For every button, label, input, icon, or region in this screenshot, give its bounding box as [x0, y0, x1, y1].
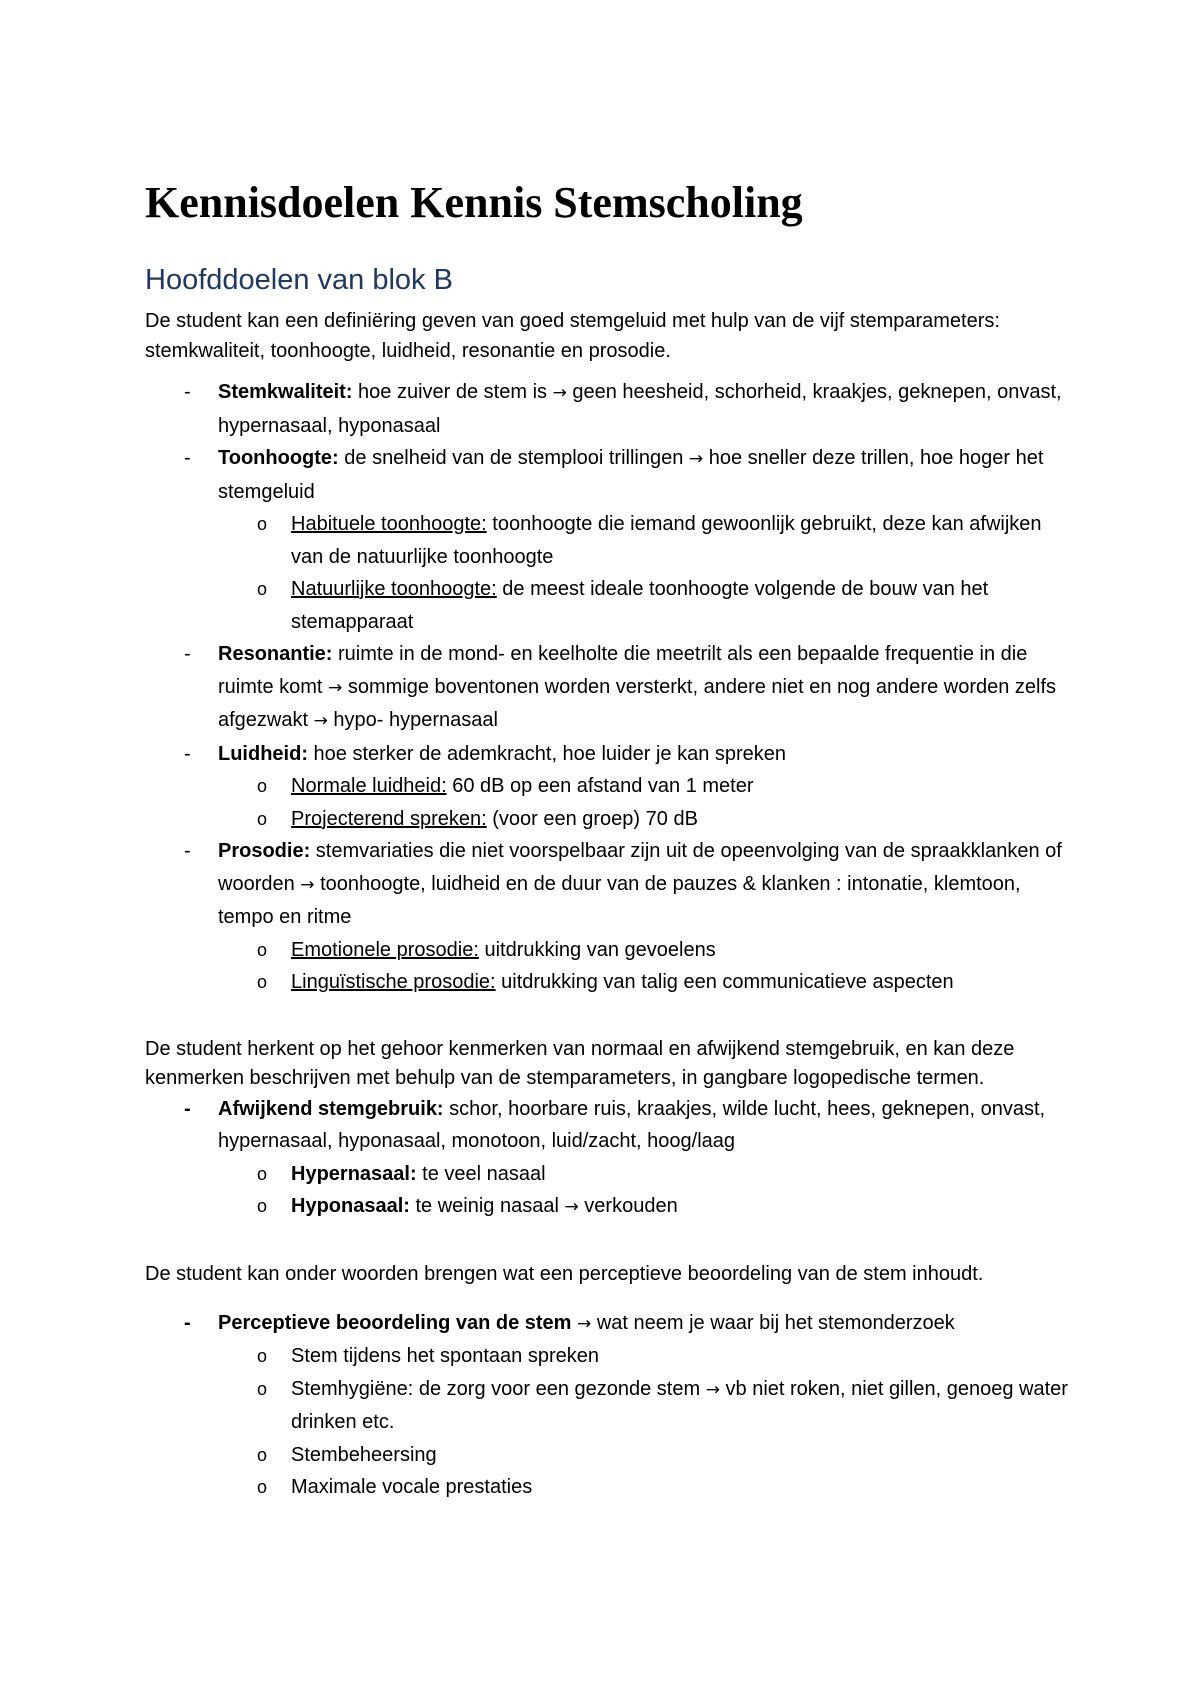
arrow-icon: →	[313, 711, 328, 731]
arrow-icon: →	[300, 874, 315, 895]
circle-bullet: o	[257, 939, 268, 960]
term-label: Hypernasaal:	[291, 1162, 417, 1185]
circle-bullet: o	[257, 514, 268, 534]
section1-intro: De student kan een definiëring geven van goed stemgeluid met hulp van de vijf stemparameters: stemkwaliteit, toonhoogte, luidheid, resonantie en prosodie.	[145, 310, 1000, 362]
sublist-item: o Hypernasaal: te veel nasaal	[145, 1158, 1075, 1191]
circle-bullet: o	[257, 1444, 268, 1465]
document-title: Kennisdoelen Kennis Stemscholing	[145, 178, 803, 227]
term-label: Normale luidheid:	[291, 775, 447, 797]
arrow-icon: →	[705, 1379, 720, 1400]
dash-bullet: -	[184, 381, 191, 403]
sublist-item: o Stem tijdens het spontaan spreken	[145, 1340, 1075, 1373]
document-content	[145, 176, 1075, 1504]
sublist	[218, 770, 1075, 835]
sublist-item: o Hyponasaal: te weinig nasaal → verkouden	[145, 1190, 1075, 1224]
sublist	[218, 934, 1075, 999]
dash-bullet: -	[184, 643, 191, 665]
deviation-list	[145, 1093, 1075, 1224]
sublist-item: o Natuurlijke toonhoogte: de meest ideale toonhoogte volgende de bouw van het stemapparaat	[145, 573, 1075, 638]
arrow-icon: →	[552, 383, 567, 403]
term-label: Resonantie:	[218, 643, 333, 665]
dash-bullet: -	[184, 742, 191, 765]
dash-bullet: -	[184, 840, 191, 862]
sublist-item: o Stemhygiëne: de zorg voor een gezonde stem → vb niet roken, niet gillen, genoeg water drinken etc.	[145, 1373, 1075, 1439]
sublist-item: o Maximale vocale prestaties	[145, 1471, 1075, 1504]
circle-bullet: o	[257, 1346, 268, 1366]
term-label: Natuurlijke toonhoogte:	[291, 578, 497, 600]
list-item-perceptieve: - Perceptieve beoordeling van de stem → wat neem je waar bij het stemonderzoek o Stem tijdens het spontaan spreken o Stemhygiëne: de zorg voor een gezonde stem → vb niet roken, niet gillen, genoeg water drinken etc. o Stembeheersing o Maximale vocale prestaties	[145, 1307, 1075, 1504]
sublist-item: o Stembeheersing	[145, 1439, 1075, 1472]
term-label: Habituele toonhoogte:	[291, 513, 487, 535]
list-item-stemkwaliteit: - Stemkwaliteit: hoe zuiver de stem is → geen heesheid, schorheid, kraakjes, geknepen, onvast, hypernasaal, hyponasaal	[145, 376, 1075, 442]
sublist	[218, 508, 1075, 638]
term-label: Hyponasaal:	[291, 1195, 410, 1217]
sublist-item: o Habituele toonhoogte: toonhoogte die iemand gewoonlijk gebruikt, deze kan afwijken van de natuurlijke toonhoogte	[145, 508, 1075, 573]
circle-bullet: o	[257, 1163, 268, 1184]
list-item-prosodie: - Prosodie: stemvariaties die niet voorspelbaar zijn uit de opeenvolging van de spraakklanken of woorden → toonhoogte, luidheid en de duur van de pauzes & klanken : intonatie, klemtoon, tempo en ritme o Emotionele prosodie: uitdrukking van gevoelens o Linguïstische prosodie: uitdrukking van talig een communicatieve aspecten	[145, 835, 1075, 999]
term-label: Projecterend spreken:	[291, 807, 487, 830]
circle-bullet: o	[257, 1477, 268, 1497]
circle-bullet: o	[257, 1196, 268, 1216]
sublist-item: o Projecterend spreken: (voor een groep) 70 dB	[145, 803, 1075, 836]
term-label: Emotionele prosodie:	[291, 938, 479, 961]
term-label: Stemkwaliteit:	[218, 381, 353, 403]
section2-intro: De student herkent op het gehoor kenmerken van normaal en afwijkend stemgebruik, en kan deze kenmerken beschrijven met behulp van de stemparameters, in gangbare logopedische termen.	[145, 1037, 1015, 1089]
sublist	[218, 1340, 1075, 1504]
arrow-icon: →	[328, 677, 343, 698]
term-label: Linguïstische prosodie:	[291, 971, 496, 993]
circle-bullet: o	[257, 972, 268, 992]
term-label: Perceptieve beoordeling van de stem	[218, 1311, 572, 1334]
circle-bullet: o	[257, 1378, 268, 1399]
list-item-luidheid: - Luidheid: hoe sterker de ademkracht, hoe luider je kan spreken o Normale luidheid: 60 dB op een afstand van 1 meter o Projecterend spreken: (voor een groep) 70 dB	[145, 738, 1075, 836]
dash-bullet: -	[184, 1097, 191, 1120]
arrow-icon: →	[688, 449, 704, 469]
section-heading: Hoofddoelen van blok B	[145, 264, 453, 296]
arrow-icon: →	[577, 1313, 592, 1334]
circle-bullet: o	[257, 808, 268, 829]
term-label: Toonhoogte:	[218, 447, 339, 469]
sublist	[218, 1158, 1075, 1224]
circle-bullet: o	[257, 776, 268, 796]
circle-bullet: o	[257, 579, 268, 599]
assessment-list	[145, 1307, 1075, 1504]
list-item-resonantie: - Resonantie: ruimte in de mond- en keelholte die meetrilt als een bepaalde frequentie in die ruimte komt → sommige boventonen worden versterkt, andere niet en nog andere worden zelfs afgezwakt → hypo- hypernasaal	[145, 638, 1075, 738]
sublist-item: o Emotionele prosodie: uitdrukking van gevoelens	[145, 934, 1075, 967]
sublist-item: o Linguïstische prosodie: uitdrukking van talig een communicatieve aspecten	[145, 966, 1075, 999]
list-item-toonhoogte: - Toonhoogte: de snelheid van de stemplooi trillingen → hoe sneller deze trillen, hoe hoger het stemgeluid o Habituele toonhoogte: toonhoogte die iemand gewoonlijk gebruikt, deze kan afwijken van de natuurlijke toonhoogte o Natuurlijke toonhoogte: de meest ideale toonhoogte volgende de bouw van het stemapparaat	[145, 442, 1075, 638]
dash-bullet: -	[184, 1311, 191, 1334]
term-label: Prosodie:	[218, 840, 311, 862]
section3-intro: De student kan onder woorden brengen wat een perceptieve beoordeling van de stem inhoudt.	[145, 1262, 984, 1285]
arrow-icon: →	[564, 1197, 579, 1217]
term-label: Afwijkend stemgebruik:	[218, 1097, 444, 1120]
sublist-item: o Normale luidheid: 60 dB op een afstand van 1 meter	[145, 770, 1075, 803]
term-label: Luidheid:	[218, 742, 308, 765]
parameter-list	[145, 376, 1075, 999]
list-item-afwijkend: - Afwijkend stemgebruik: schor, hoorbare ruis, kraakjes, wilde lucht, hees, geknepen, onvast, hypernasaal, hyponasaal, monotoon, luid/zacht, hoog/laag o Hypernasaal: te veel nasaal o Hyponasaal: te weinig nasaal → verkouden	[145, 1093, 1075, 1224]
dash-bullet: -	[184, 447, 191, 469]
